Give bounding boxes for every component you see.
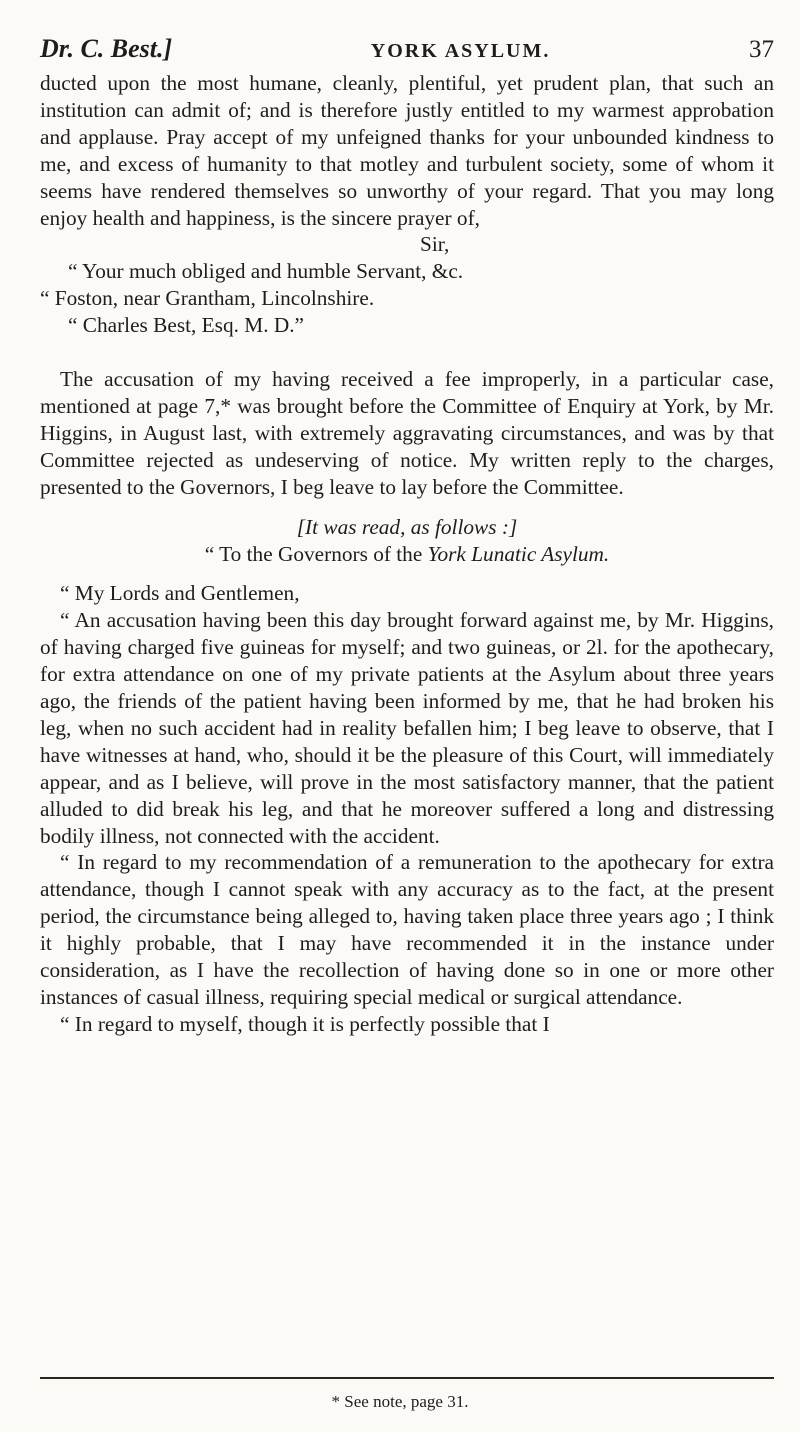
- footnote: * See note, page 31.: [331, 1392, 469, 1411]
- signature-sir: Sir,: [420, 232, 450, 257]
- running-header: [40, 34, 774, 70]
- spacer: [40, 567, 774, 580]
- spacer: [40, 501, 774, 514]
- footnote-rule: [40, 1377, 774, 1379]
- page-body: [40, 70, 774, 1038]
- paragraph-reply-2: “ In regard to my recommendation of a remuneration to the apothecary for extra attendance, though I cannot speak with any accuracy as to the fact, at the present period, the circumstance being alleged to, having taken place three years ago ; I think it highly probable, that I may have recommended it in the instance under consideration, as I have the recollection of having done so in one or more other instances of casual illness, requiring special medical or surgical attendance.: [40, 850, 774, 1009]
- read-note: [It was read, as follows :]: [296, 514, 518, 539]
- paragraph-letter-close: ducted upon the most humane, cleanly, plentiful, yet prudent plan, that such an institution can admit of; and is therefore justly entitled to my warmest approbation and applause. Pray accept of my unfeigned thanks for your unbounded kindness to me, and excess of humanity to that motley and turbulent society, some of whom it seems have rendered themselves so unworthy of your regard. That you may long enjoy health and happiness, is the sincere prayer of,: [40, 71, 774, 230]
- paragraph-accusation: The accusation of my having received a fee improperly, in a particular case, mentioned at page 7,* was brought before the Committee of Enquiry at York, by Mr. Higgins, in August last, with extremely aggravating circumstances, and was by that Committee rejected as undeserving of notice. My written reply to the charges, presented to the Governors, I beg leave to lay before the Committee.: [40, 367, 774, 499]
- page-number: 37: [748, 36, 774, 63]
- signature-place: “ Foston, near Grantham, Lincolnshire.: [40, 286, 375, 311]
- signature-addressee: “ Charles Best, Esq. M. D.”: [68, 313, 305, 338]
- header-author: Dr. C. Best.]: [40, 34, 173, 63]
- salutation: “ My Lords and Gentlemen,: [60, 581, 300, 606]
- spacer: [40, 339, 774, 366]
- signature-servant: “ Your much obliged and humble Servant, &c.: [68, 259, 464, 284]
- header-title: YORK ASYLUM.: [370, 40, 551, 62]
- address-to-governors: [40, 541, 774, 568]
- address-institution: York Lunatic Asylum.: [427, 541, 610, 566]
- address-prefix: “ To the Governors of the: [204, 541, 428, 566]
- paragraph-reply-1: “ An accusation having been this day brought forward against me, by Mr. Higgins, of having charged five guineas for myself; and two guineas, or 2l. for the apothecary, for extra attendance on one of my private patients at the Asylum about three years ago, the friends of the patient having been informed by me, that he had broken his leg, when no such accident had in reality befallen him; I beg leave to observe, that I have witnesses at hand, who, should it be the pleasure of this Court, will immediately appear, and as I believe, will prove in the most satisfactory manner, that the patient alluded to did break his leg, and that he moreover suffered a long and distressing bodily illness, not connected with the accident.: [40, 608, 774, 848]
- paragraph-reply-3: “ In regard to myself, though it is perfectly possible that I: [60, 1011, 550, 1036]
